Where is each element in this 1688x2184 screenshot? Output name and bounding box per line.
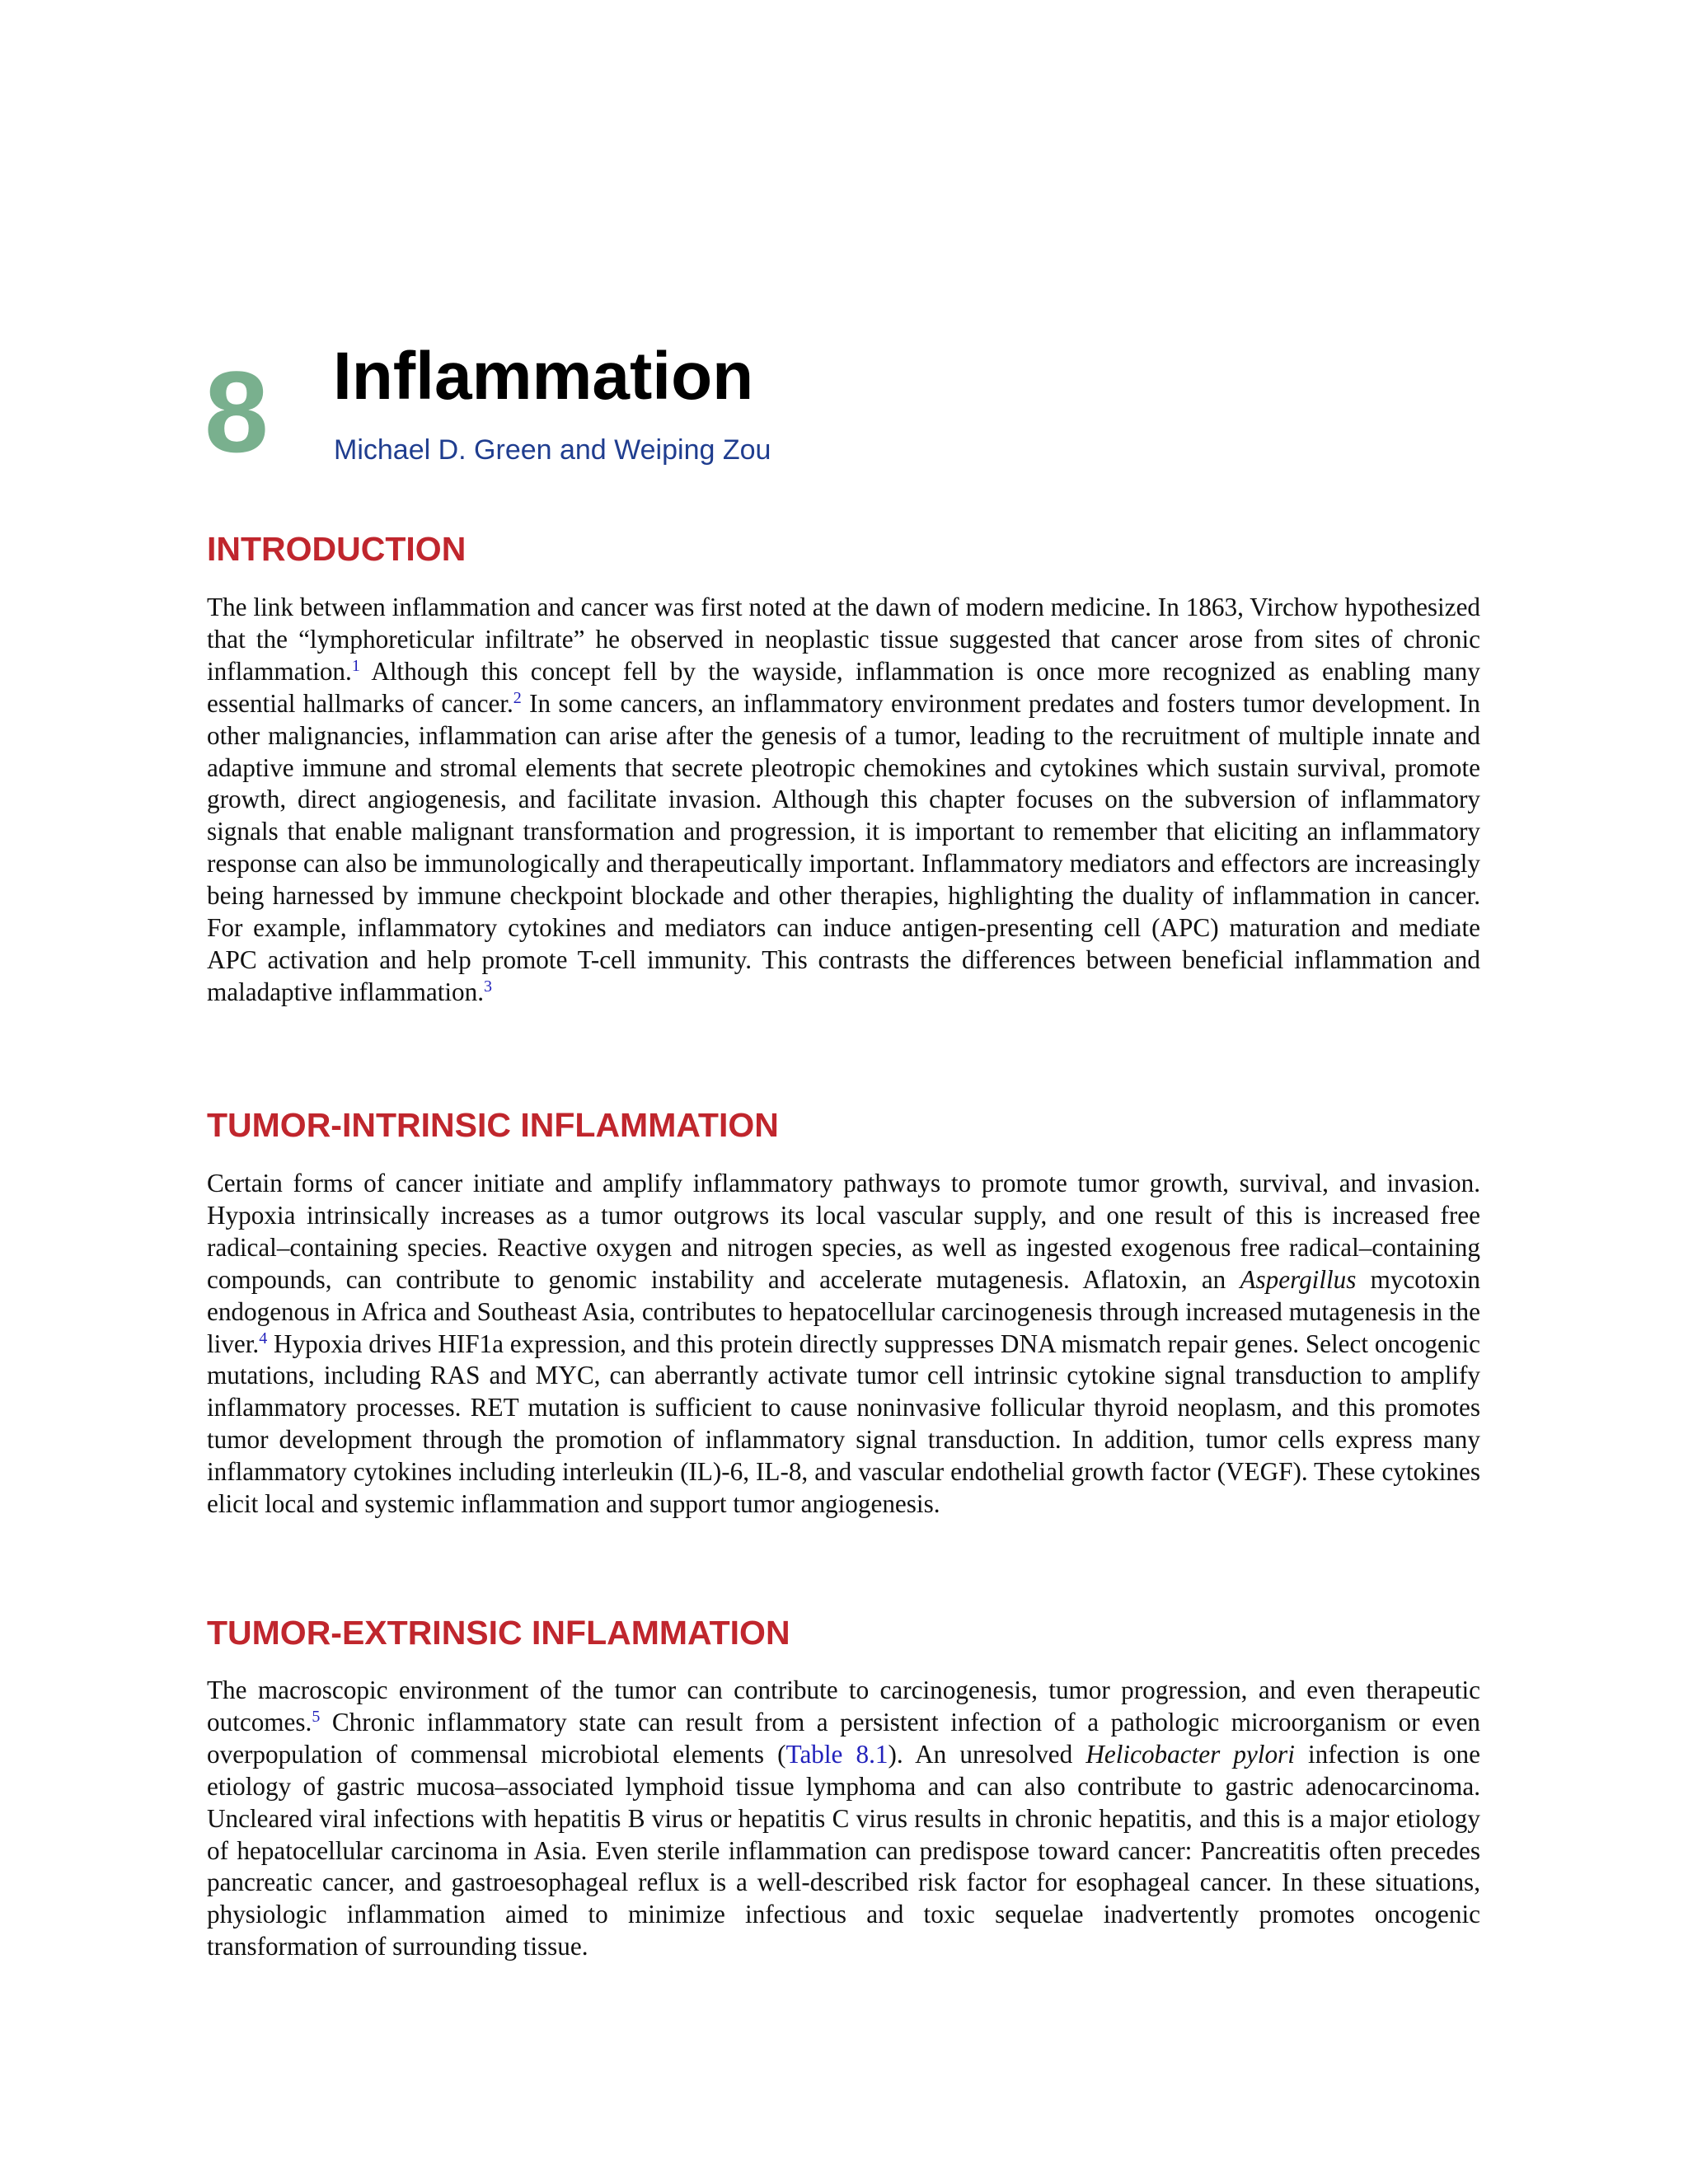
footnote-ref-1[interactable]: 1 bbox=[351, 656, 360, 675]
italic-term: Aspergillus bbox=[1240, 1264, 1357, 1294]
text-run: In some cancers, an inflammatory environment predates and fosters tumor development. In other malignancies, inflammation can arise after the genesis of a tumor, leading to the recruitment of multiple innate and adaptive immune and stromal elements that secrete pleotropic chemokines and cytokines which sustain survival, promote growth, direct angiogenesis, and facilitate invasion. Although this chapter focuses on the subversion of inflammatory signals that enable malignant transformation and progression, it is important to remember that eliciting an inflammatory response can also be immunologically and therapeutically important. Inflammatory mediators and effectors are increasingly being harnessed by immune checkpoint blockade and other therapies, highlighting the duality of inflammation in cancer. For example, inflammatory cytokines and mediators can induce antigen-presenting cell (APC) maturation and mediate APC activation and help promote T-cell immunity. This contrasts the differences between beneficial inflammation and maladaptive inflammation. bbox=[207, 688, 1480, 1006]
tumor-intrinsic-paragraph bbox=[207, 1168, 1480, 1521]
chapter-number: 8 bbox=[204, 347, 269, 476]
section-heading-tumor-extrinsic: TUMOR-EXTRINSIC INFLAMMATION bbox=[207, 1614, 790, 1652]
chapter-authors: Michael D. Green and Weiping Zou bbox=[334, 434, 771, 466]
introduction-paragraph bbox=[207, 592, 1480, 1009]
table-reference-link[interactable]: Table 8.1 bbox=[785, 1739, 889, 1769]
footnote-ref-2[interactable]: 2 bbox=[513, 688, 522, 707]
text-run: Chronic inflammatory state can result from a persistent infection of a pathologic microorganism or even overpopulation of commensal microbiotal elements ( bbox=[207, 1707, 1480, 1769]
footnote-ref-5[interactable]: 5 bbox=[312, 1707, 321, 1726]
section-heading-introduction: INTRODUCTION bbox=[207, 530, 467, 568]
text-run: The link between inflammation and cancer was first noted at the dawn of modern medicine. In 1863, Virchow hypothesized that the “lymphoreticular infiltrate” he observed in neoplastic tissue suggested that cancer arose from sites of chronic inflammation. bbox=[207, 593, 1480, 686]
text-run: The macroscopic environment of the tumor can contribute to carcinogenesis, tumor progression, and even therapeutic outcomes. bbox=[207, 1675, 1480, 1736]
footnote-ref-4[interactable]: 4 bbox=[259, 1329, 268, 1347]
italic-term: Helicobacter pylori bbox=[1085, 1739, 1295, 1769]
text-run: Certain forms of cancer initiate and amplify inflammatory pathways to promote tumor growth, survival, and invasion. Hypoxia intrinsically increases as a tumor outgrows its local vascular supply, and one result of this is increased free radical–containing species. Reactive oxygen and nitrogen species, as well as ingested exogenous free radical–containing compounds, can contribute to genomic instability and accelerate mutagenesis. Aflatoxin, an bbox=[207, 1169, 1480, 1294]
text-run: Although this concept fell by the wayside, inflammation is once more recognized as enabling many essential hallmarks of cancer. bbox=[207, 656, 1480, 718]
text-run: ). An unresolved bbox=[888, 1739, 1086, 1769]
tumor-extrinsic-paragraph bbox=[207, 1675, 1480, 1963]
text-run: infection is one etiology of gastric mucosa–associated lymphoid tissue lymphoma and can also contribute to gastric adenocarcinoma. Uncleared viral infections with hepatitis B virus or hepatitis C virus results in chronic hepatitis, and this is a major etiology of hepatocellular carcinoma in Asia. Even sterile inflammation can predispose toward cancer: Pancreatitis often precedes pancreatic cancer, and gastroesophageal reflux is a well-described risk factor for esophageal cancer. In these situations, physiologic inflammation aimed to minimize infectious and toxic sequelae inadvertently promotes oncogenic transformation of surrounding tissue. bbox=[207, 1739, 1480, 1961]
section-heading-tumor-intrinsic: TUMOR-INTRINSIC INFLAMMATION bbox=[207, 1106, 779, 1144]
chapter-title: Inflammation bbox=[333, 339, 754, 414]
text-run: mycotoxin endogenous in Africa and Southeast Asia, contributes to hepatocellular carcinogenesis through increased mutagenesis in the liver. bbox=[207, 1264, 1480, 1358]
text-run: Hypoxia drives HIF1a expression, and this protein directly suppresses DNA mismatch repair genes. Select oncogenic mutations, including RAS and MYC, can aberrantly activate tumor cell intrinsic cytokine signal transduction to amplify inflammatory processes. RET mutation is sufficient to cause noninvasive follicular thyroid neoplasm, and this promotes tumor development through the promotion of inflammatory signal transduction. In addition, tumor cells express many inflammatory cytokines including interleukin (IL)-6, IL-8, and vascular endothelial growth factor (VEGF). These cytokines elicit local and systemic inflammation and support tumor angiogenesis. bbox=[207, 1329, 1480, 1519]
footnote-ref-3[interactable]: 3 bbox=[484, 977, 493, 996]
